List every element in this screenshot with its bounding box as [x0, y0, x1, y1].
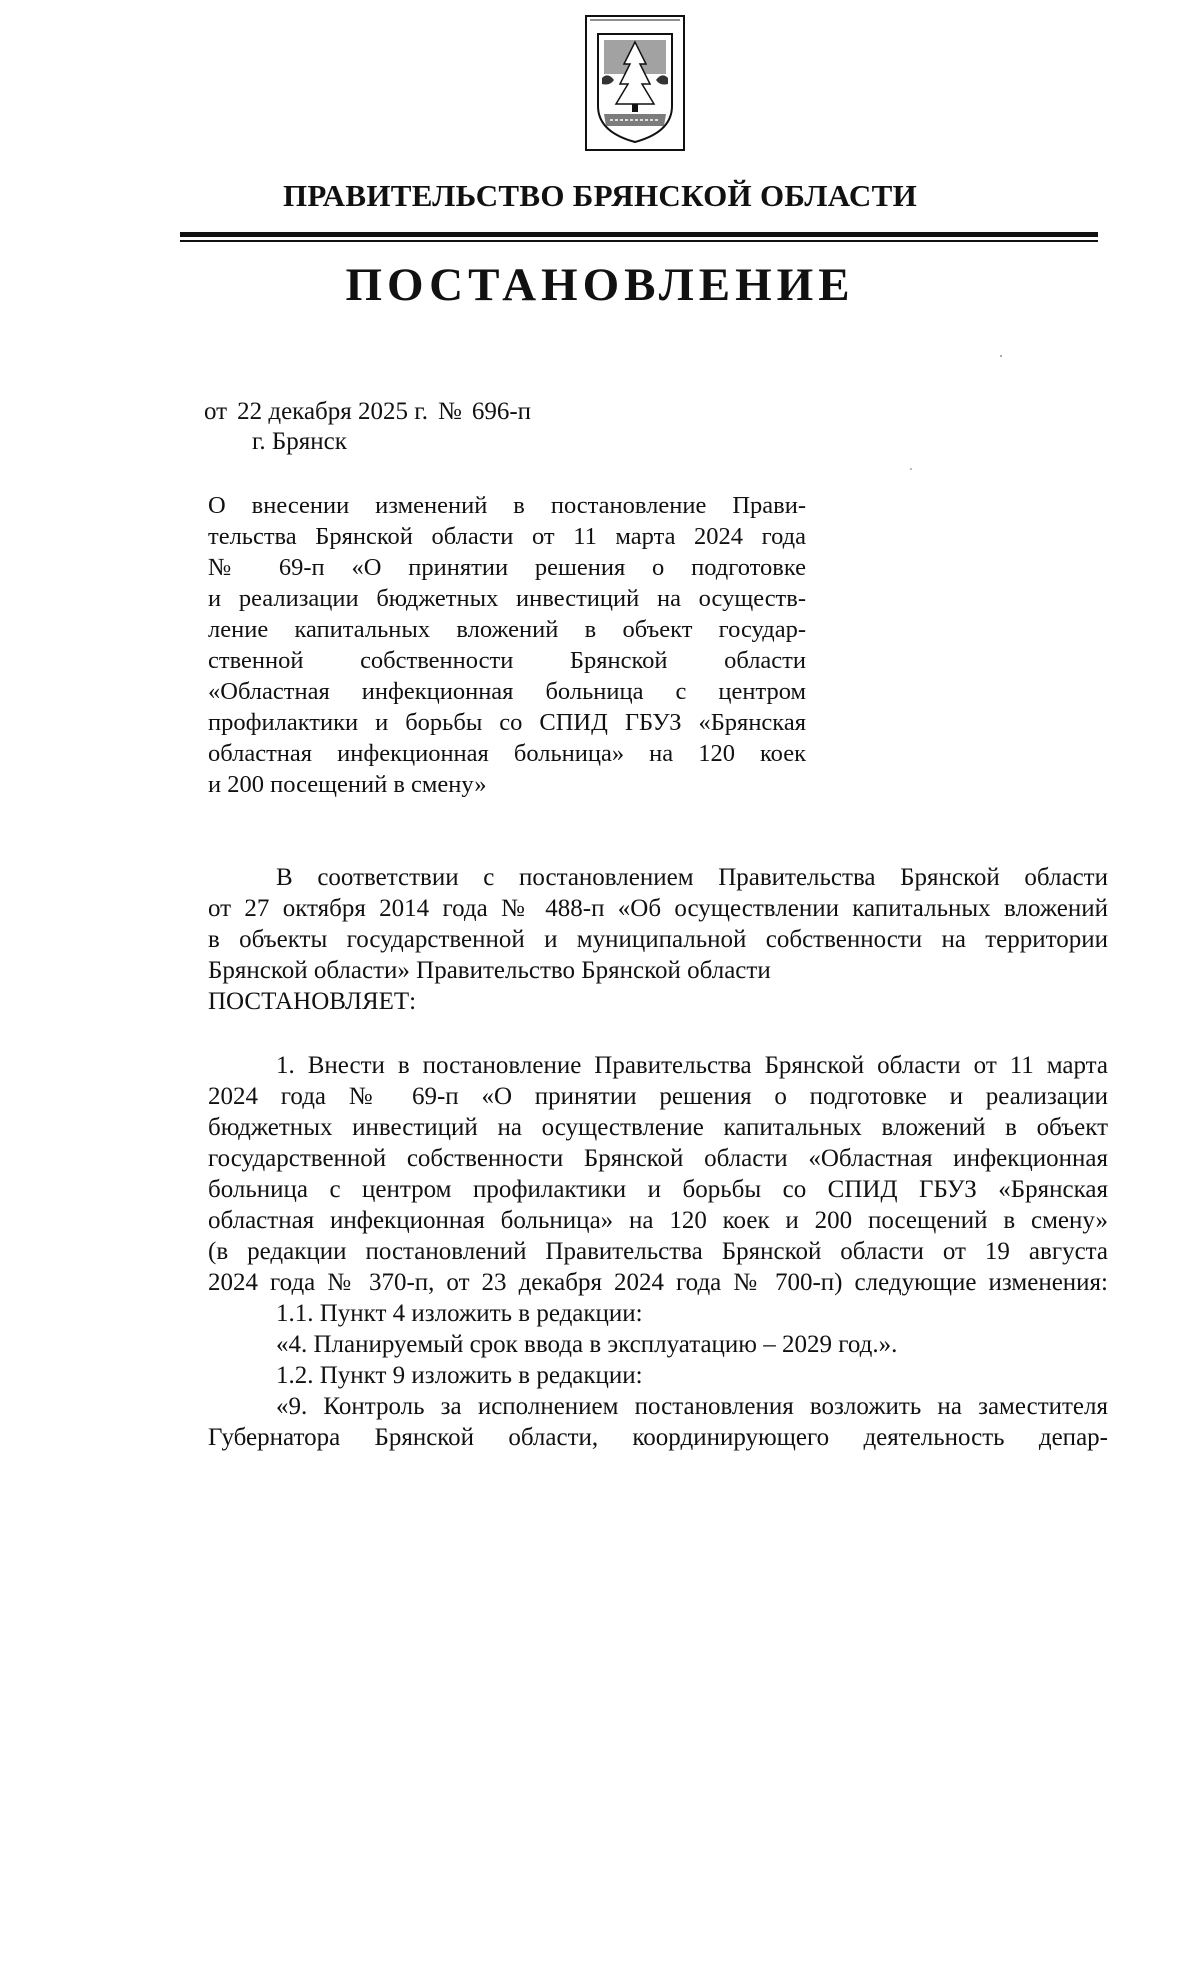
- clause-line: «9. Контроль за исполнением постановления возложить на заместителя: [276, 1393, 1108, 1420]
- preamble-line: Брянской области» Правительство Брянской области: [208, 957, 771, 984]
- document-subject: [208, 490, 806, 800]
- subject-line: «Областная инфекционная больница с центром: [208, 678, 806, 705]
- clause-line: государственной собственности Брянской области «Областная инфекционная: [208, 1145, 1108, 1172]
- date-line: [204, 398, 541, 426]
- subject-line: и 200 посещений в смену»: [208, 771, 487, 798]
- preamble: [208, 862, 1108, 1017]
- subject-line: областная инфекционная больница» на 120 коек: [208, 740, 806, 767]
- clause-line: 1. Внести в постановление Правительства Брянской области от 11 марта: [276, 1052, 1108, 1079]
- clause-line: бюджетных инвестиций на осуществление капитальных вложений в объект: [208, 1114, 1108, 1141]
- header-rule-thin: [180, 240, 1098, 242]
- document-type-heading: ПОСТАНОВЛЕНИЕ: [345, 259, 855, 311]
- clause-line: Губернатора Брянской области, координирующего деятельность депар-: [208, 1424, 1108, 1451]
- document-date: 22 декабря 2025 г.: [237, 398, 428, 425]
- resolves-keyword: ПОСТАНОВЛЯЕТ:: [208, 988, 417, 1015]
- subject-line: тельства Брянской области от 11 марта 2024 года: [208, 523, 806, 550]
- clause-line: «4. Планируемый срок ввода в эксплуатацию – 2029 год.».: [276, 1331, 898, 1358]
- document-number: 696-п: [471, 398, 532, 425]
- subject-line: ление капитальных вложений в объект государ-: [208, 616, 806, 643]
- subject-line: профилактики и борьбы со СПИД ГБУЗ «Брянская: [208, 709, 806, 736]
- government-title: ПРАВИТЕЛЬСТВО БРЯНСКОЙ ОБЛАСТИ: [282, 178, 918, 213]
- scan-speck: [910, 468, 912, 470]
- coat-of-arms-emblem: [584, 14, 686, 152]
- subject-line: и реализации бюджетных инвестиций на осуществ-: [208, 585, 806, 612]
- preamble-line: в объекты государственной и муниципальной собственности на территории: [208, 926, 1108, 953]
- clause-line: 2024 года № 69-п «О принятии решения о подготовке и реализации: [208, 1083, 1108, 1110]
- header-rule-thick: [180, 232, 1098, 237]
- date-prefix: от: [204, 398, 228, 425]
- clause-section: [208, 1050, 1108, 1453]
- subject-line: ственной собственности Брянской области: [208, 647, 806, 674]
- clause-line: 1.2. Пункт 9 изложить в редакции:: [276, 1362, 643, 1389]
- clause-line: (в редакции постановлений Правительства Брянской области от 19 августа: [208, 1238, 1108, 1265]
- scan-speck: [1000, 355, 1002, 357]
- number-sign: №: [437, 398, 462, 425]
- clause-line: 1.1. Пункт 4 изложить в редакции:: [276, 1300, 643, 1327]
- clause-line: областная инфекционная больница» на 120 коек и 200 посещений в смену»: [208, 1207, 1108, 1234]
- clause-line: больница с центром профилактики и борьбы со СПИД ГБУЗ «Брянская: [208, 1176, 1108, 1203]
- subject-line: № 69-п «О принятии решения о подготовке: [208, 554, 806, 581]
- clause-line: 2024 года № 370-п, от 23 декабря 2024 года № 700-п) следующие изменения:: [208, 1269, 1108, 1296]
- preamble-line: В соответствии с постановлением Правительства Брянской области: [276, 864, 1108, 891]
- subject-line: О внесении изменений в постановление Прави-: [208, 492, 806, 519]
- preamble-line: от 27 октября 2014 года № 488-п «Об осуществлении капитальных вложений: [208, 895, 1108, 922]
- document-city: г. Брянск: [252, 428, 347, 455]
